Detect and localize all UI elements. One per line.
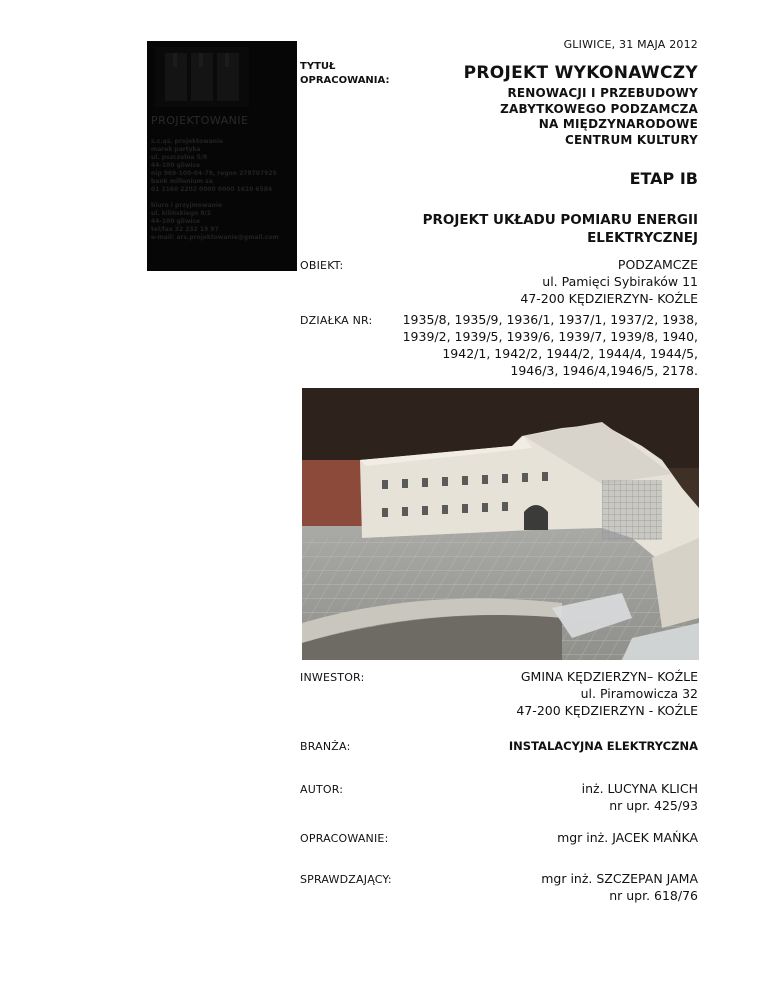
subtitle-line: ZABYTKOWEGO PODZAMCZA	[500, 101, 698, 116]
document-subtitle	[500, 86, 698, 148]
opracowanie-value: mgr inż. JACEK MAŃKA	[557, 830, 698, 845]
inwestor-line: ul. Piramowicza 32	[580, 686, 698, 701]
obiekt-label: OBIEKT:	[300, 259, 344, 272]
logo-info-line: biuro i przyjmowanie	[151, 202, 223, 209]
document-date: GLIWICE, 31 MAJA 2012	[563, 38, 698, 51]
dzialka-line: 1935/8, 1935/9, 1936/1, 1937/1, 1937/2, 1938,	[402, 312, 698, 327]
company-logo-block	[147, 41, 297, 271]
title-label-line: TYTUŁ	[300, 61, 336, 72]
logo-wordmark: PROJEKTOWANIE	[151, 114, 249, 127]
logo-info-line: nip 969-100-04-79, regon 278707925	[151, 170, 277, 177]
logo-info-line: e-mail: ars.projektowanie@gmail.com	[151, 234, 279, 241]
title-label-line: OPRACOWANIA:	[300, 75, 390, 86]
stage-label: ETAP IB	[629, 169, 698, 188]
project-name-line: PROJEKT UKŁADU POMIARU ENERGII	[422, 212, 698, 228]
autor-value	[582, 780, 698, 814]
logo-info-line: marek partyka	[151, 146, 201, 153]
dzialka-label: DZIAŁKA NR:	[300, 314, 373, 327]
dzialka-line: 1942/1, 1942/2, 1944/2, 1944/4, 1944/5,	[442, 346, 698, 361]
sprawdzajacy-value	[541, 870, 698, 904]
inwestor-label: INWESTOR:	[300, 671, 365, 684]
autor-line: nr upr. 425/93	[609, 798, 698, 813]
subtitle-line: NA MIĘDZYNARODOWE	[538, 117, 698, 131]
logo-info-line: s.c.ąś. projektowanie	[151, 138, 224, 145]
branza-value: INSTALACYJNA ELEKTRYCZNA	[508, 739, 698, 753]
sprawdzajacy-line: mgr inż. SZCZEPAN JAMA	[541, 871, 698, 886]
branza-label: BRANŻA:	[300, 740, 351, 753]
building-model-photo	[302, 388, 699, 660]
company-logo-icon	[155, 47, 249, 107]
project-name	[423, 211, 698, 247]
dzialka-value	[403, 311, 698, 379]
inwestor-line: 47-200 KĘDZIERZYN - KOŹLE	[516, 703, 698, 718]
document-title: PROJEKT WYKONAWCZY	[463, 63, 698, 83]
logo-info-line: bank millenium sa	[151, 178, 213, 185]
autor-label: AUTOR:	[300, 783, 344, 796]
dzialka-line: 1946/3, 1946/4,1946/5, 2178.	[510, 363, 698, 378]
obiekt-line: PODZAMCZE	[617, 257, 698, 272]
dzialka-line: 1939/2, 1939/5, 1939/6, 1939/7, 1939/8, 1940,	[402, 329, 698, 344]
obiekt-line: 47-200 KĘDZIERZYN- KOŹLE	[520, 291, 698, 306]
logo-info-line: tel/fax 32 232 19 97	[151, 226, 219, 233]
obiekt-line: ul. Pamięci Sybiraków 11	[542, 274, 698, 289]
logo-info-line: 44-100 gliwice	[151, 218, 201, 225]
project-name-line: ELEKTRYCZNEJ	[587, 230, 698, 246]
inwestor-line: GMINA KĘDZIERZYN– KOŹLE	[520, 669, 698, 684]
subtitle-line: CENTRUM KULTURY	[564, 132, 698, 147]
autor-line: inż. LUCYNA KLICH	[581, 781, 698, 796]
obiekt-value	[520, 256, 698, 307]
subtitle-line: RENOWACJI I PRZEBUDOWY	[507, 86, 698, 100]
opracowanie-label: OPRACOWANIE:	[300, 832, 389, 845]
sprawdzajacy-label: SPRAWDZAJĄCY:	[300, 873, 392, 886]
sprawdzajacy-line: nr upr. 618/76	[609, 888, 698, 903]
logo-info-line: ul. kilińskiego 8/2	[151, 210, 211, 217]
logo-info-line: ul. pszczelna 5/8	[151, 154, 208, 161]
title-label	[300, 60, 389, 88]
logo-info-line: 01 1160 2202 0000 0000 1610 6584	[151, 186, 273, 193]
logo-info-line: 44-100 gliwice	[151, 162, 201, 169]
inwestor-value	[516, 668, 698, 719]
